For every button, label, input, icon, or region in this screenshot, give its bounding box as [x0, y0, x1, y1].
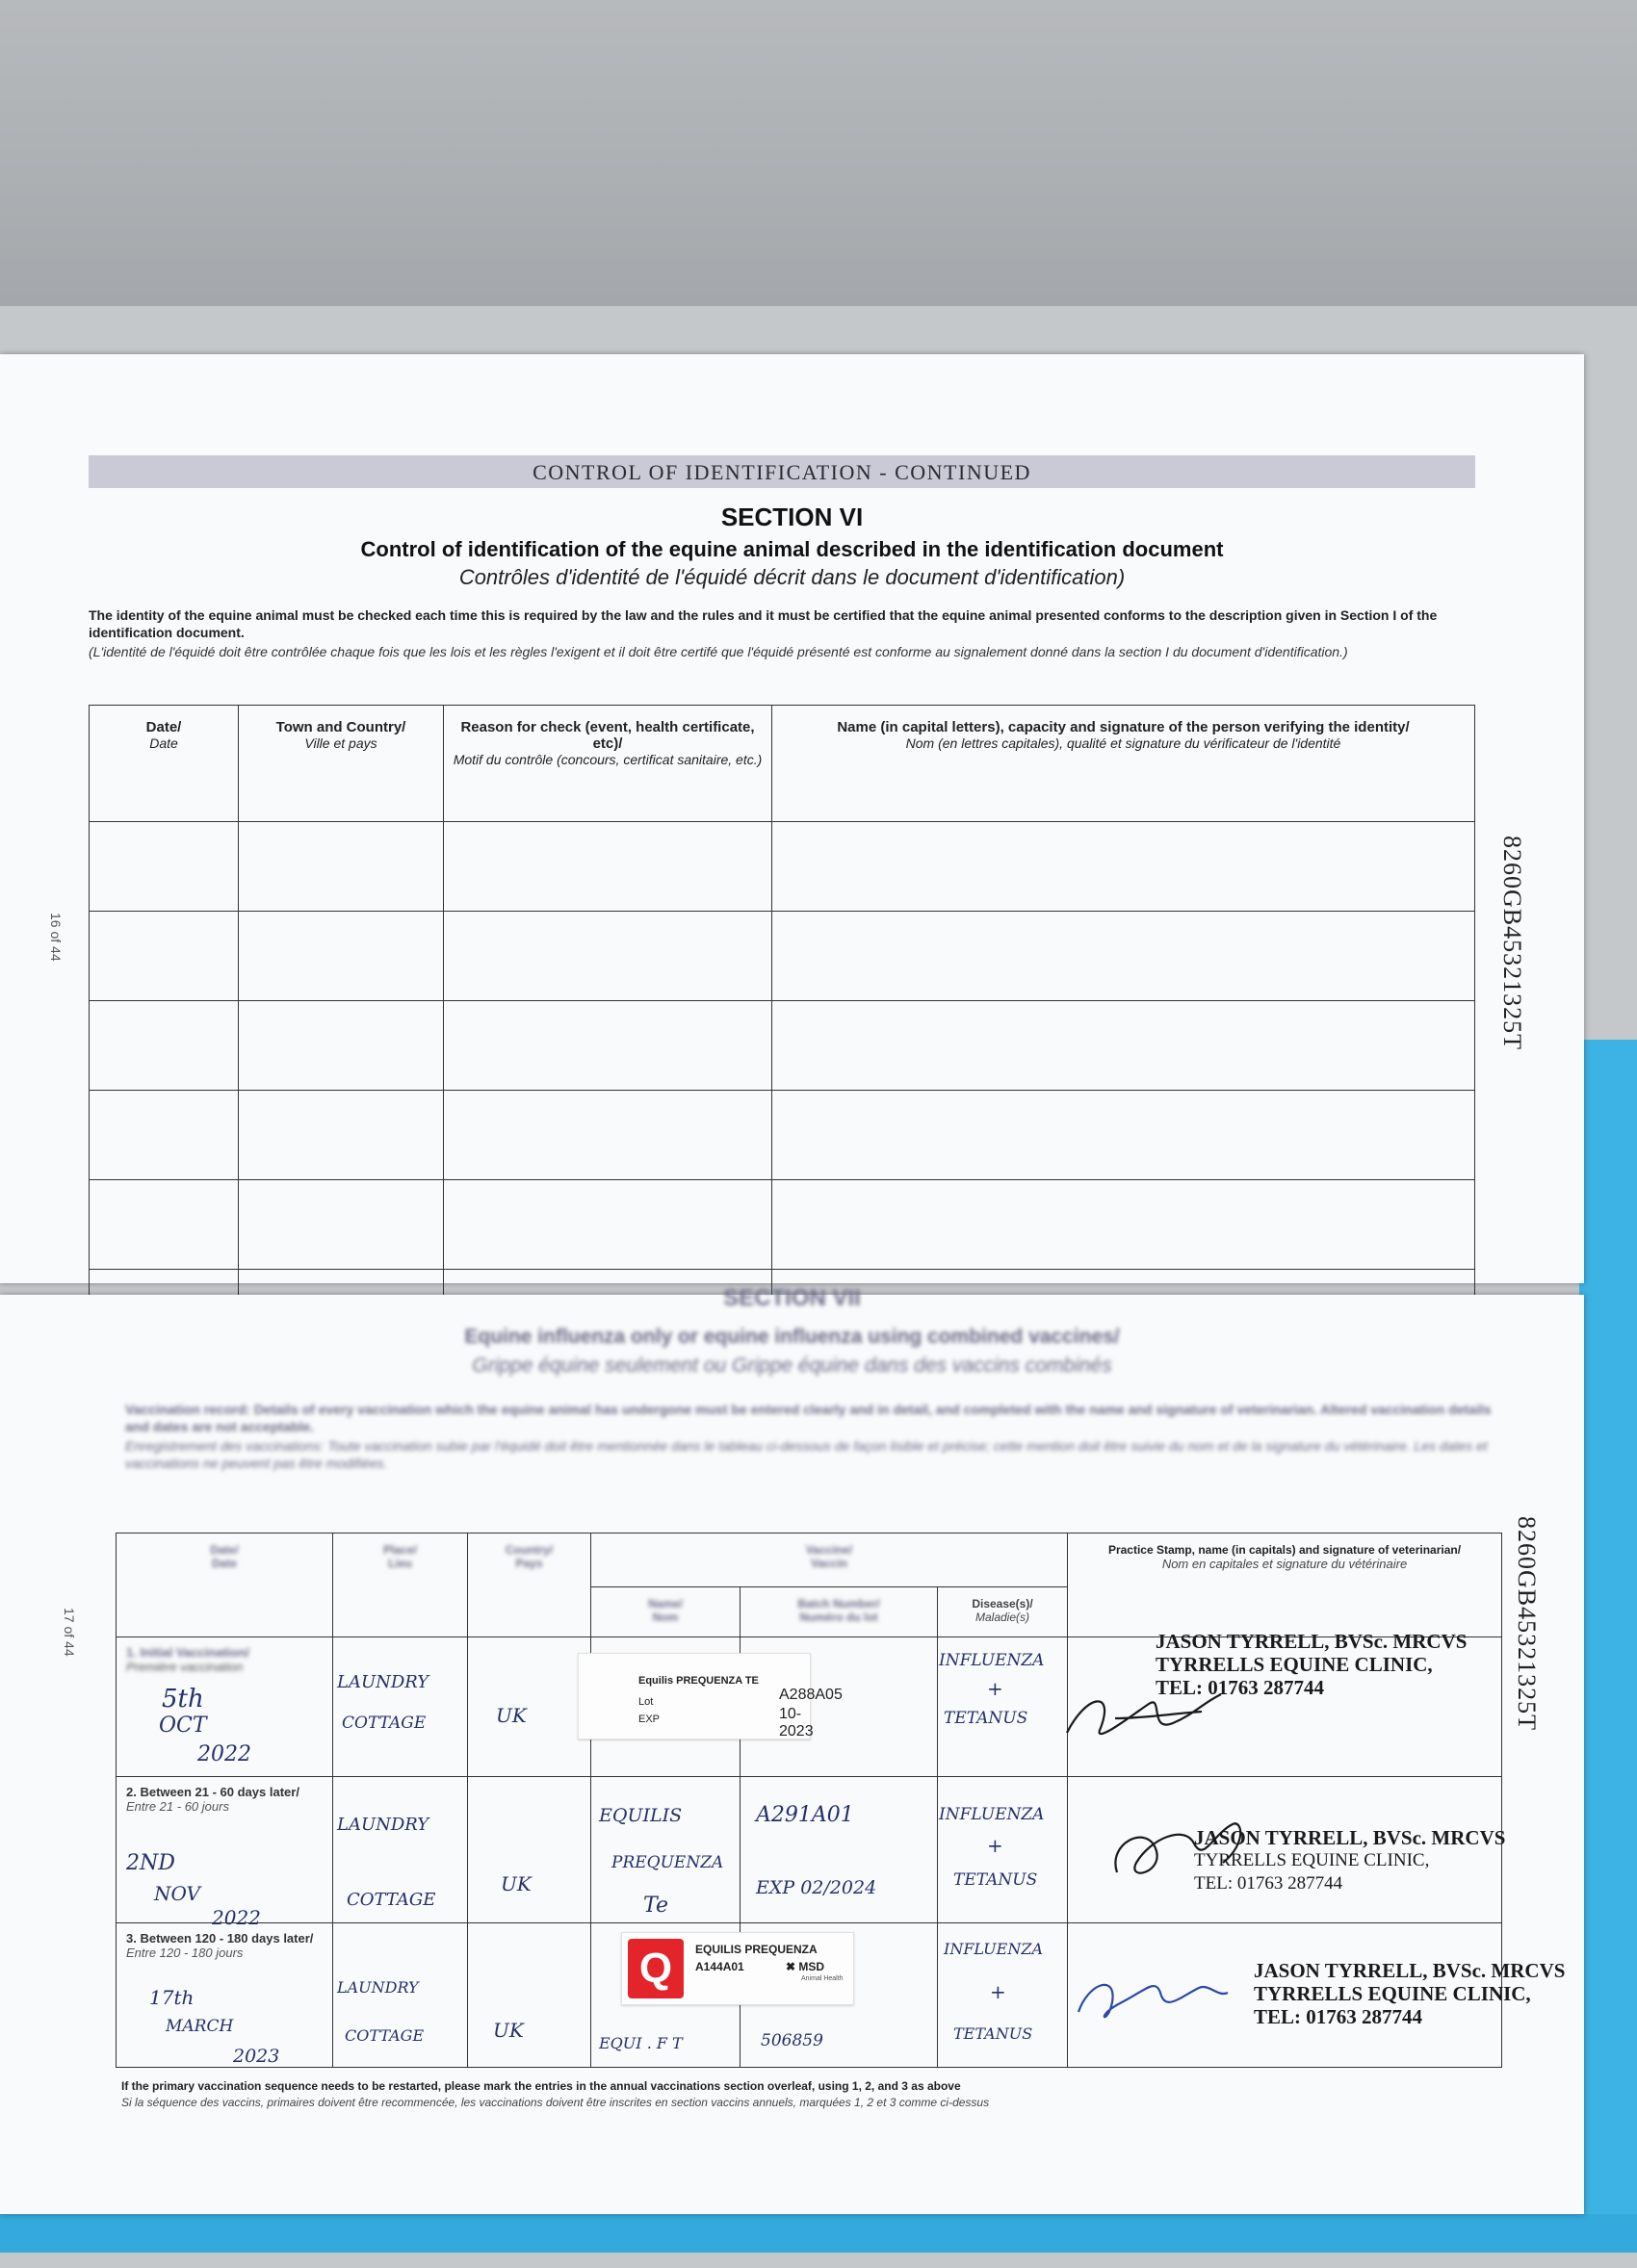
subtitle-en: Equine influenza only or equine influenza using combined vaccines/: [464, 1326, 1120, 1348]
passport-cover-bottom: [0, 2214, 1637, 2253]
vaccine-batch-sticker: [621, 1932, 854, 2005]
hw-date-year: 2022: [197, 1742, 251, 1766]
subtitle-fr: Contrôles d'identité de l'équidé décrit dans le document d'identification): [458, 565, 1126, 589]
instruction-fr: Enregistrement des vaccinations: Toute vaccination subie par l'équidé doit être mentionnée dans le tableau ci-dessous de façon lisible et précise; cette mention doit être suivie du nom et de la signature du vétérinaire. Les dates et vaccinations ne peuvent pas être modifiées.: [125, 1438, 1488, 1471]
section-title: SECTION VII: [723, 1285, 861, 1311]
vet-stamp: [1254, 1959, 1565, 2028]
sticker-product: EQUILIS PREQUENZA: [695, 1943, 818, 1956]
col-country: Country/ Pays: [468, 1533, 591, 1637]
cell[interactable]: [741, 1777, 938, 1923]
subtitle-en: Control of identification of the equine animal described in the identification document: [360, 537, 1224, 561]
vet-clinic: TYRRELLS EQUINE CLINIC,: [1254, 1982, 1531, 2005]
sticker-brand-sub: Animal Health: [801, 1975, 844, 1982]
hw-batch: A291A01: [756, 1803, 854, 1827]
scanner-background: [0, 0, 1637, 318]
hw-disease-2: TETANUS: [944, 1709, 1028, 1728]
instruction-en: Vaccination record: Details of every vaccination which the equine animal has undergone must be entered clearly and in detail, and completed with the name and signature of veterinarian. Altered vaccination details and dates are not acceptable.: [125, 1402, 1492, 1434]
col-batch: Batch Number/ Numéro du lot: [741, 1587, 938, 1637]
table-row: [90, 1001, 1475, 1091]
cell[interactable]: [333, 1637, 468, 1777]
cell[interactable]: [90, 912, 239, 1001]
vet-clinic: TYRRELLS EQUINE CLINIC,: [1194, 1850, 1430, 1870]
footnote-fr: Si la séquence des vaccins, primaires doivent être recommencée, les vaccinations doivent être inscrites en section vaccins annuels, marquées 1, 2 et 3 comme ci-dessus: [121, 2096, 990, 2109]
row-label: 2. Between 21 - 60 days later/ Entre 21 - 60 jours: [117, 1777, 333, 1923]
col-vaccine-name: Name/ Nom: [591, 1587, 741, 1637]
table-row: [90, 1180, 1475, 1270]
hw-date-month: OCT: [159, 1714, 207, 1738]
cell[interactable]: [444, 1091, 772, 1180]
cell[interactable]: [444, 1180, 772, 1270]
hw-date-year: 2023: [233, 2046, 280, 2067]
hw-date-day: 2ND: [126, 1851, 175, 1875]
sticker-exp-label: EXP: [638, 1714, 661, 1725]
vet-tel: TEL: 01763 287744: [1194, 1873, 1343, 1894]
hw-vaccine-name-3: Te: [643, 1894, 668, 1918]
cell[interactable]: [444, 912, 772, 1001]
hw-disease-1: INFLUENZA: [939, 1651, 1045, 1670]
cell[interactable]: [468, 1637, 591, 1777]
cell[interactable]: [239, 1091, 444, 1180]
cell[interactable]: [444, 1001, 772, 1091]
hw-disease-2: TETANUS: [953, 2024, 1033, 2043]
col-town: Town and Country/ Ville et pays: [239, 706, 444, 822]
row-label: 3. Between 120 - 180 days later/ Entre 120 - 180 jours: [117, 1923, 333, 2068]
section-banner: CONTROL OF IDENTIFICATION - CONTINUED: [89, 455, 1475, 488]
instruction-en: The identity of the equine animal must be checked each time this is required by the law and the rules and it must be certified that the equine animal presented conforms to the description given in Section I of the identification document.: [89, 607, 1438, 640]
hw-disease-1: INFLUENZA: [939, 1805, 1045, 1824]
page-number: 17 of 44: [62, 1608, 77, 1657]
cell[interactable]: [239, 1180, 444, 1270]
instruction-fr: (L'identité de l'équidé doit être contrôlée chaque fois que les lois et les règles l'exigent et il doit être certifé que l'équidé présenté est conforme au signalement donné dans la section I du document d'identification.): [89, 644, 1348, 659]
hw-place-2: COTTAGE: [347, 1890, 436, 1910]
vet-tel: TEL: 01763 287744: [1156, 1676, 1325, 1699]
table-row: [90, 912, 1475, 1001]
passport-cover-edge: [1579, 1040, 1637, 2253]
hw-disease-1: INFLUENZA: [944, 1940, 1044, 1958]
cell[interactable]: [90, 1180, 239, 1270]
cell[interactable]: [239, 1001, 444, 1091]
sticker-expiry: 10-2023: [779, 1706, 814, 1740]
hw-batch-exp: EXP 02/2024: [756, 1877, 877, 1898]
hw-place-2: COTTAGE: [342, 1714, 427, 1733]
hw-date-day: 5th: [162, 1685, 204, 1714]
col-date: Date/ Date: [117, 1533, 333, 1637]
cell[interactable]: [444, 822, 772, 912]
prequenza-logo-icon: Q: [628, 1939, 684, 1998]
col-date: Date/ Date: [90, 706, 239, 822]
hw-batch: 506859: [761, 2031, 823, 2050]
hw-place-1: LAUNDRY: [337, 1672, 429, 1692]
sticker-product: Equilis PREQUENZA TE: [638, 1675, 759, 1687]
vet-tel: TEL: 01763 287744: [1254, 2005, 1423, 2028]
vet-signature-icon: [1057, 1675, 1250, 1752]
hw-country: UK: [501, 1872, 532, 1895]
table-header-row: [90, 706, 1475, 822]
col-place: Place/ Lieu: [333, 1533, 468, 1637]
cell[interactable]: [90, 1001, 239, 1091]
sticker-lot-label: Lot: [638, 1696, 654, 1708]
cell[interactable]: [468, 1923, 591, 2068]
hw-date-day: 17th: [149, 1986, 195, 2009]
vet-name: JASON TYRRELL, BVSc. MRCVS: [1254, 1959, 1566, 1982]
col-vaccine: Vaccine/ Vaccin: [591, 1533, 1068, 1587]
table-row: [90, 822, 1475, 912]
hw-country: UK: [493, 2019, 524, 2042]
hw-vaccine-name-1: EQUILIS: [599, 1805, 683, 1826]
hw-place-1: LAUNDRY: [337, 1815, 429, 1835]
cell[interactable]: [90, 1091, 239, 1180]
vet-signature-icon: [1064, 1959, 1237, 2036]
vet-signature-icon: [1098, 1805, 1271, 1892]
hw-date-month: MARCH: [166, 2017, 234, 2036]
sticker-batch: A288A05: [779, 1687, 843, 1703]
vet-clinic: TYRRELLS EQUINE CLINIC,: [1156, 1653, 1433, 1676]
cell[interactable]: [772, 912, 1475, 1001]
passport-number: 8260GB45321325T: [1513, 1516, 1541, 1731]
cell[interactable]: [468, 1777, 591, 1923]
sticker-batch: A144A01: [695, 1960, 744, 1973]
hw-disease-plus: +: [990, 1980, 1006, 2003]
page-number: 16 of 44: [48, 913, 64, 962]
identity-check-table: [89, 705, 1475, 1301]
col-reason: Reason for check (event, health certificate, etc)/ Motif du contrôle (concours, certificat sanitaire, etc.): [444, 706, 772, 822]
hw-date-year: 2022: [212, 1906, 261, 1929]
cell[interactable]: [239, 912, 444, 1001]
cell[interactable]: [90, 822, 239, 912]
vet-name: JASON TYRRELL, BVSc. MRCVS: [1156, 1630, 1468, 1653]
footnote-en: If the primary vaccination sequence needs to be restarted, please mark the entries in the annual vaccinations section overleaf, using 1, 2, and 3 as above: [121, 2079, 961, 2093]
col-disease: Disease(s)/ Maladie(s): [938, 1587, 1068, 1637]
hw-disease-2: TETANUS: [953, 1870, 1038, 1890]
hw-place-1: LAUNDRY: [337, 1978, 419, 1997]
hw-date-month: NOV: [154, 1882, 200, 1905]
section-title: SECTION VI: [720, 503, 864, 531]
page-17: [0, 1285, 1584, 2214]
row-label: 1. Initial Vaccination/ Première vaccination: [117, 1637, 333, 1777]
hw-disease-plus: +: [987, 1677, 1003, 1700]
cell[interactable]: [772, 1091, 1475, 1180]
hw-disease-plus: +: [987, 1834, 1003, 1857]
table-row: [90, 1091, 1475, 1180]
cell[interactable]: [772, 1180, 1475, 1270]
col-stamp: Practice Stamp, name (in capitals) and signature of veterinarian/ Nom en capitales et signature du vétérinaire: [1068, 1533, 1502, 1637]
hw-country: UK: [496, 1704, 527, 1727]
page-16: [0, 354, 1584, 1283]
subtitle-fr: Grippe équine seulement ou Grippe équine dans des vaccins combinés: [472, 1354, 1112, 1377]
cell[interactable]: [239, 822, 444, 912]
vet-name: JASON TYRRELL, BVSc. MRCVS: [1194, 1826, 1506, 1849]
col-verifier: Name (in capital letters), capacity and signature of the person verifying the identity/ Nom (en lettres capitales), qualité et signature du vérificateur de l'identité: [772, 706, 1475, 822]
vaccine-batch-sticker: [578, 1653, 843, 1740]
hw-vaccine-name-2: PREQUENZA: [611, 1853, 724, 1872]
cell[interactable]: [772, 1001, 1475, 1091]
hw-vaccine-name: EQUI . F T: [599, 2034, 683, 2052]
msd-logo: ✖ MSD: [786, 1960, 825, 1973]
cell[interactable]: [772, 822, 1475, 912]
hw-place-2: COTTAGE: [345, 2026, 425, 2045]
passport-number: 8260GB45321325T: [1498, 836, 1526, 1050]
table-header-row: [117, 1533, 1502, 1587]
